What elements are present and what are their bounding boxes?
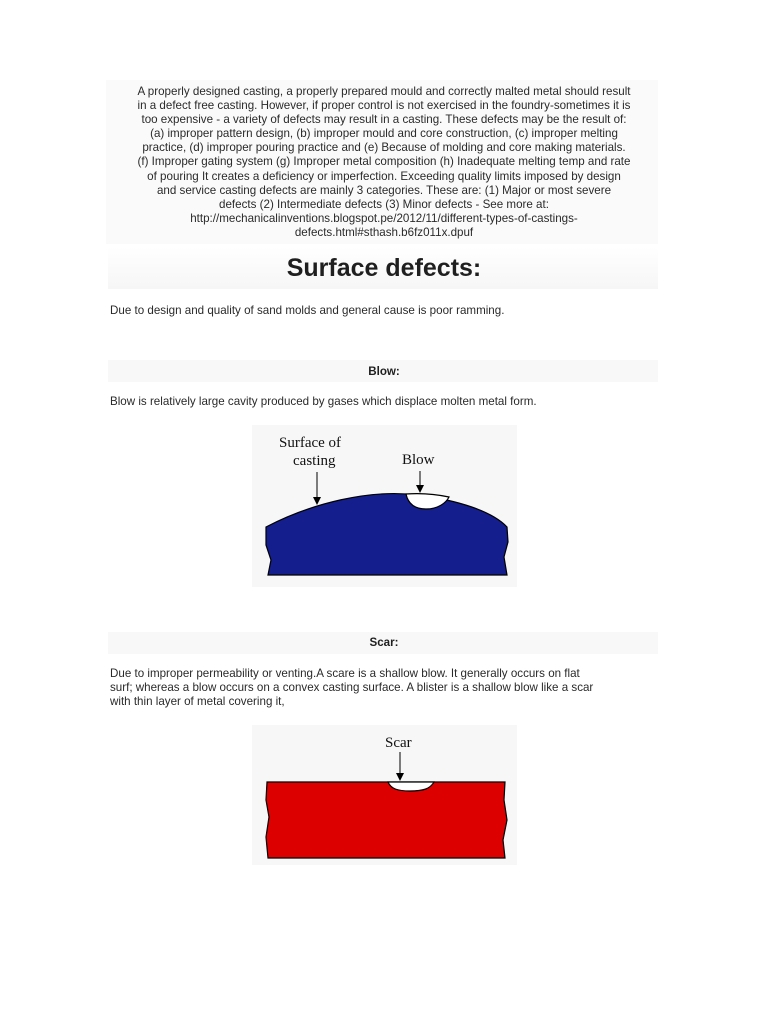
casting-body — [266, 782, 507, 858]
intro-line: (f) Improper gating system (g) Improper metal composition (h) Inadequate melting temp and rate — [137, 155, 631, 169]
label-blow: Blow — [402, 452, 435, 468]
scar-description-line: Due to improper permeability or venting.A scare is a shallow blow. It generally occurs on flat — [110, 667, 580, 680]
scar-description — [110, 667, 593, 709]
arrow-blow-head — [416, 485, 424, 493]
blow-figure — [252, 425, 517, 587]
intro-line: too expensive - a variety of defects may result in a casting. These defects may be the result of: — [141, 113, 627, 127]
intro-line: (a) improper pattern design, (b) improper mould and core construction, (c) improper melting — [150, 127, 618, 141]
scar-figure — [252, 725, 517, 865]
scar-description-line: with thin layer of metal covering it, — [110, 695, 285, 708]
intro-line: defects.html#sthash.b6fz011x.dpuf — [294, 225, 474, 239]
section-heading: Surface defects: — [286, 254, 482, 282]
intro-line: A properly designed casting, a properly prepared mould and correctly malted metal should result — [137, 85, 631, 98]
scar-title: Scar: — [369, 636, 399, 649]
intro-paragraph — [108, 85, 660, 240]
intro-line: of pouring It creates a deficiency or imperfection. Exceeding quality limits imposed by design — [147, 169, 621, 183]
arrow-surface-head — [313, 497, 321, 505]
blow-description: Blow is relatively large cavity produced by gases which displace molten metal form. — [110, 395, 537, 408]
intro-line: in a defect free casting. However, if proper control is not exercised in the foundry-sometimes it is — [137, 99, 631, 113]
intro-line: http://mechanicalinventions.blogspot.pe/2012/11/different-types-of-castings- — [190, 211, 578, 225]
arrow-scar-head — [396, 773, 404, 781]
casting-body — [266, 494, 508, 575]
blow-title: Blow: — [368, 365, 400, 378]
label-surface-line2: casting — [293, 453, 336, 469]
label-scar: Scar — [385, 735, 412, 751]
surface-description: Due to design and quality of sand molds and general cause is poor ramming. — [110, 304, 505, 317]
intro-line: defects (2) Intermediate defects (3) Minor defects - See more at: — [219, 197, 549, 211]
scar-description-line: surf; whereas a blow occurs on a convex casting surface. A blister is a shallow blow like a scar — [110, 681, 594, 694]
intro-line: and service casting defects are mainly 3 categories. These are: (1) Major or most severe — [156, 183, 612, 197]
scar-diagram — [252, 725, 517, 865]
blow-diagram — [252, 425, 517, 587]
intro-line: practice, (d) improper pouring practice and (e) Because of molding and core making materials. — [142, 141, 626, 155]
label-surface-line1: Surface of — [279, 435, 342, 451]
